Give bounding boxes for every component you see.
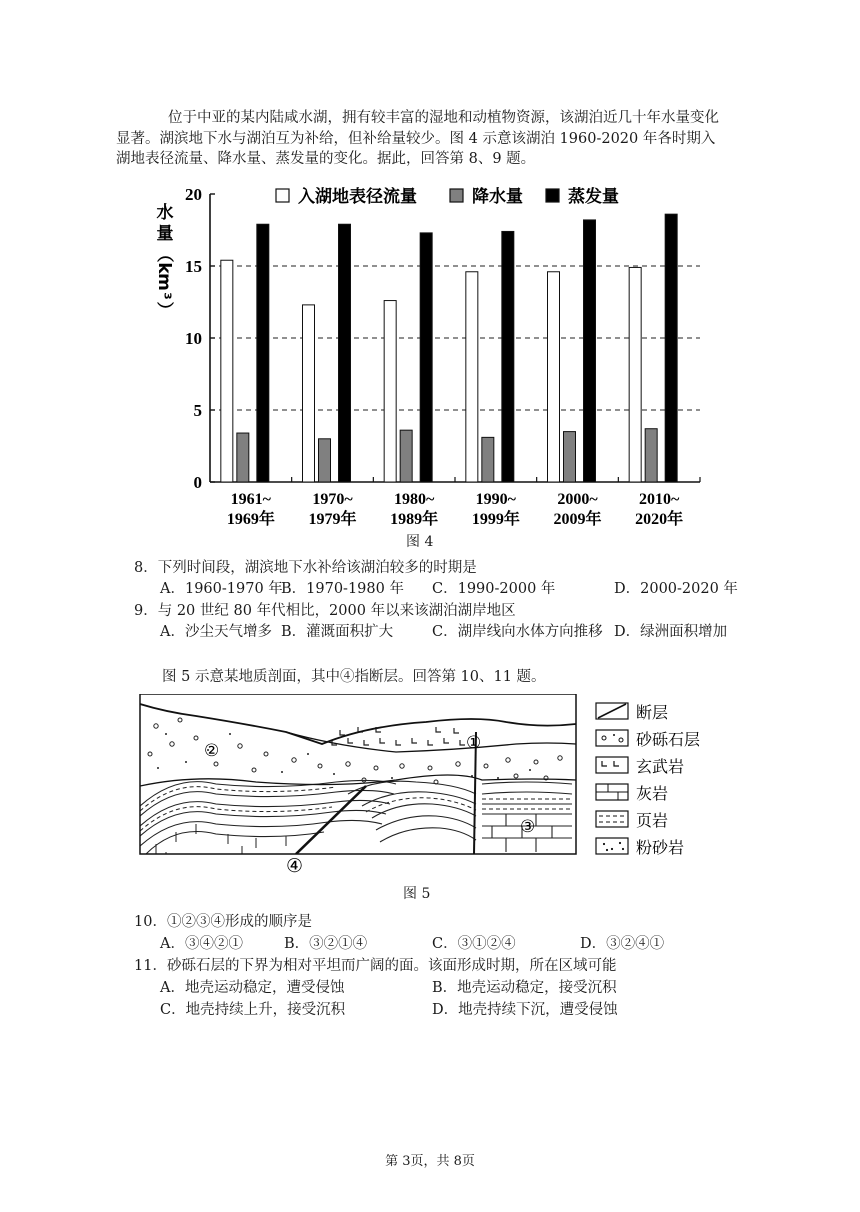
legend-shale: 页岩	[636, 811, 669, 830]
legend-swatch-2	[546, 189, 559, 202]
bar-降水量-3	[482, 437, 494, 482]
label-4: ④	[286, 855, 304, 877]
bar-蒸发量-1	[339, 224, 351, 482]
bar-蒸发量-0	[257, 224, 269, 482]
y-axis-label-char: 水	[156, 203, 174, 223]
siltstone-legend-icon	[596, 838, 628, 854]
label-3: ③	[520, 817, 536, 837]
y-tick-label: 10	[185, 329, 202, 348]
bar-降水量-5	[645, 429, 657, 482]
x-tick-label-line1: 1970~	[312, 491, 353, 508]
bar-蒸发量-4	[584, 220, 596, 482]
q11-option-d: D．地壳持续下沉，遭受侵蚀	[432, 1002, 618, 1018]
q8-option-a: A．1960-1970 年	[160, 581, 283, 597]
q8-option-c: C．1990-2000 年	[432, 581, 556, 597]
legend-limestone: 灰岩	[636, 784, 669, 803]
q11-option-c: C．地壳持续上升，接受沉积	[160, 1002, 346, 1018]
x-tick-label-line1: 1980~	[394, 491, 435, 508]
q10-option-d: D．③②④①	[580, 936, 665, 952]
figure-4-caption: 图 4	[406, 534, 434, 550]
q10-option-b: B．③②①④	[284, 936, 368, 952]
shale-legend-icon	[596, 811, 628, 827]
gravel-legend-icon	[596, 730, 628, 746]
figure-5-geologic-section	[136, 694, 726, 880]
q10-option-a: A．③④②①	[160, 936, 243, 952]
question-11-stem: 11．砂砾石层的下界为相对平坦而广阔的面。该面形成时期，所在区域可能	[134, 958, 617, 974]
bar-降水量-4	[564, 432, 576, 482]
q8-option-b: B．1970-1980 年	[281, 581, 404, 597]
x-tick-label-line2: 1969年	[226, 511, 275, 528]
bar-降水量-2	[400, 430, 412, 482]
bar-蒸发量-3	[502, 231, 514, 482]
q9-option-c: C．湖岸线向水体方向推移	[432, 624, 603, 640]
q10-option-c: C．③①②④	[432, 936, 516, 952]
label-2: ②	[204, 741, 220, 761]
bar-入湖地表径流量-2	[384, 301, 396, 482]
figure-5-intro: 图 5 示意某地质剖面，其中④指断层。回答第 10、11 题。	[162, 669, 546, 685]
x-tick-label-line1: 2010~	[639, 491, 680, 508]
x-tick-label-line2: 2020年	[635, 511, 684, 528]
x-tick-label-line1: 1990~	[475, 491, 516, 508]
figure-4-bar-chart	[150, 180, 710, 530]
page-footer: 第 3页，共 8页	[385, 1154, 475, 1169]
q11-option-b: B．地壳运动稳定，接受沉积	[432, 980, 617, 996]
q8-option-d: D．2000-2020 年	[614, 581, 738, 597]
y-axis-label-char: ）	[154, 301, 174, 319]
y-axis-label-char: （	[154, 245, 174, 263]
x-tick-label-line2: 1999年	[471, 511, 520, 528]
q9-option-b: B．灌溉面积扩大	[281, 624, 394, 640]
x-tick-label-line2: 2009年	[553, 511, 602, 528]
intro-line-3: 湖地表径流量、降水量、蒸发量的变化。据此，回答第 8、9 题。	[116, 151, 536, 167]
bar-降水量-1	[319, 439, 331, 482]
legend-swatch-0	[276, 189, 289, 202]
question-9-stem: 9．与 20 世纪 80 年代相比，2000 年以来该湖泊湖岸地区	[134, 603, 516, 619]
intro-line-2: 显著。湖滨地下水与湖泊互为补给，但补给量较少。图 4 示意该湖泊 1960-2020 年各时期入	[116, 130, 716, 147]
question-8-stem: 8．下列时间段，湖滨地下水补给该湖泊较多的时期是	[134, 560, 477, 576]
legend-gravel: 砂砾石层	[636, 730, 701, 749]
x-tick-label-line1: 1961~	[230, 491, 271, 508]
legend-label-0: 入湖地表径流量	[298, 187, 417, 207]
y-tick-label: 0	[193, 473, 202, 492]
legend-swatch-1	[450, 189, 463, 202]
intro-line-1: 位于中亚的某内陆咸水湖，拥有较丰富的湿地和动植物资源，该湖泊近几十年水量变化	[168, 110, 719, 126]
y-axis-label-char: 量	[156, 224, 174, 244]
question-10-stem: 10．①②③④形成的顺序是	[134, 914, 312, 930]
y-tick-label: 20	[185, 185, 202, 204]
y-axis-label-char: k	[154, 262, 174, 274]
legend-label-1: 降水量	[472, 187, 523, 207]
q9-option-a: A．沙尘天气增多	[160, 624, 272, 640]
q11-option-a: A．地壳运动稳定，遭受侵蚀	[160, 980, 345, 996]
y-axis-label-char: m	[154, 273, 174, 291]
x-tick-label-line1: 2000~	[557, 491, 598, 508]
legend-basalt: 玄武岩	[636, 757, 685, 776]
bar-降水量-0	[237, 433, 249, 482]
bar-蒸发量-5	[665, 214, 677, 482]
basalt-legend-icon	[596, 757, 628, 773]
bar-入湖地表径流量-4	[548, 272, 560, 482]
q9-option-d: D．绿洲面积增加	[614, 624, 728, 640]
label-1: ①	[466, 733, 482, 753]
figure-5-caption: 图 5	[403, 886, 431, 902]
bar-蒸发量-2	[420, 233, 432, 482]
bar-入湖地表径流量-0	[221, 260, 233, 482]
legend-siltstone: 粉砂岩	[636, 838, 685, 857]
bar-入湖地表径流量-5	[629, 267, 641, 482]
x-tick-label-line2: 1979年	[308, 511, 357, 528]
intro-paragraph	[116, 108, 730, 170]
x-tick-label-line2: 1989年	[390, 511, 439, 528]
legend-fault: 断层	[636, 703, 669, 722]
legend-label-2: 蒸发量	[568, 187, 619, 207]
figure-5-legend	[596, 703, 700, 857]
y-tick-label: 15	[185, 257, 202, 276]
bar-入湖地表径流量-3	[466, 272, 478, 482]
y-axis-label-char: ³	[154, 292, 174, 300]
bar-入湖地表径流量-1	[303, 305, 315, 482]
y-tick-label: 5	[193, 401, 202, 420]
